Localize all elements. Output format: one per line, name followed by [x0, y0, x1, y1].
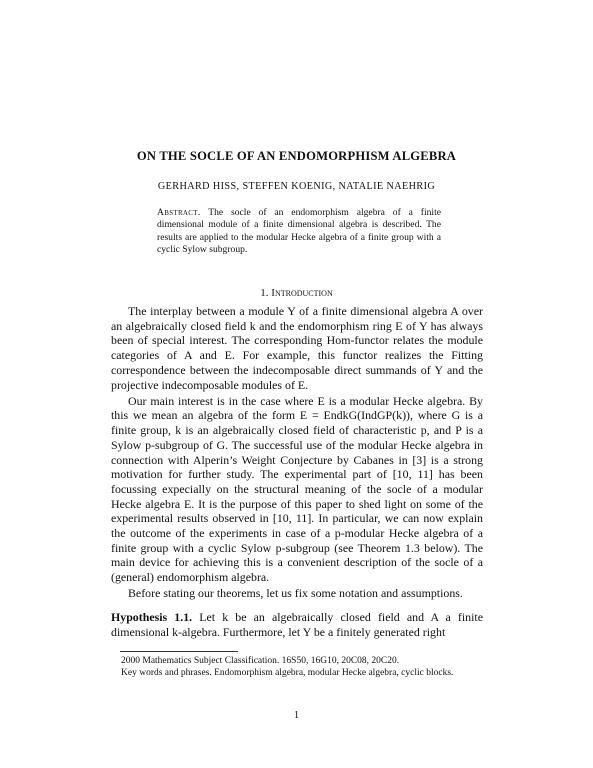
section-number: 1. — [260, 287, 269, 299]
hypothesis-text: Let k be an algebraically closed field and A a finite dimensional k-algebra. Furthermore, let Y be a finitely generated right — [111, 610, 483, 639]
body-paragraph: The interplay between a module Y of a finite dimensional algebra A over an algebraically closed field k and the endomorphism ring E of Y has always been of special interest. The corresponding Hom-functor relates the module categories of A and E. For example, this functor realizes the Fitting correspondence between the indecomposable direct summands of Y and the projective indecomposable modules of E. — [111, 304, 483, 392]
footnote-msc: 2000 Mathematics Subject Classification. 16S50, 16G10, 20C08, 20C20. — [121, 656, 400, 666]
abstract — [157, 207, 441, 256]
body-paragraph: Our main interest is in the case where E is a modular Hecke algebra. By this we mean an algebra of the form E = EndkG(IndGP(k)), where G is a finite group, k is an algebraically closed field of characteristic p, and P is a Sylow p-subgroup of G. The successful use of the modular Hecke algebra in connection with Alperin’s Weight Conjecture by Cabanes in [3] is a strong motivation for further study. The experimental part of [10, 11] has been focussing expecially on the structural meaning of the socle of a modular Hecke algebra E. It is the purpose of this paper to shed light on some of the experimental results observed in [10, 11]. In particular, we can now explain the outcome of the experiments in case of a p-modular Hecke algebra of a finite group with a cyclic Sylow p-subgroup (see Theorem 1.3 below). The main device for achieving this is a convenient description of the socle of a (general) endomorphism algebra. — [111, 393, 483, 585]
footnotes — [111, 655, 483, 680]
section-body — [111, 304, 483, 641]
section-heading — [0, 287, 593, 299]
hypothesis-label: Hypothesis 1.1. — [111, 610, 193, 625]
footnote-rule — [120, 651, 238, 652]
hypothesis — [111, 610, 483, 639]
abstract-label: Abstract. — [157, 207, 201, 218]
paper-title: ON THE SOCLE OF AN ENDOMORPHISM ALGEBRA — [136, 149, 457, 163]
page-number: 1 — [293, 710, 300, 721]
section-title: Introduction — [271, 287, 333, 299]
abstract-text: The socle of an endomorphism algebra of a finite dimensional module of a finite dimensional algebra is described. The results are applied to the modular Hecke algebra of a finite group with a cyclic Sylow subgroup. — [157, 207, 441, 255]
paper-authors: GERHARD HISS, STEFFEN KOENIG, NATALIE NAEHRIG — [157, 181, 436, 192]
body-paragraph: Before stating our theorems, let us fix some notation and assumptions. — [128, 586, 463, 601]
footnote-keywords: Key words and phrases. Endomorphism algebra, modular Hecke algebra, cyclic blocks. — [121, 668, 454, 679]
